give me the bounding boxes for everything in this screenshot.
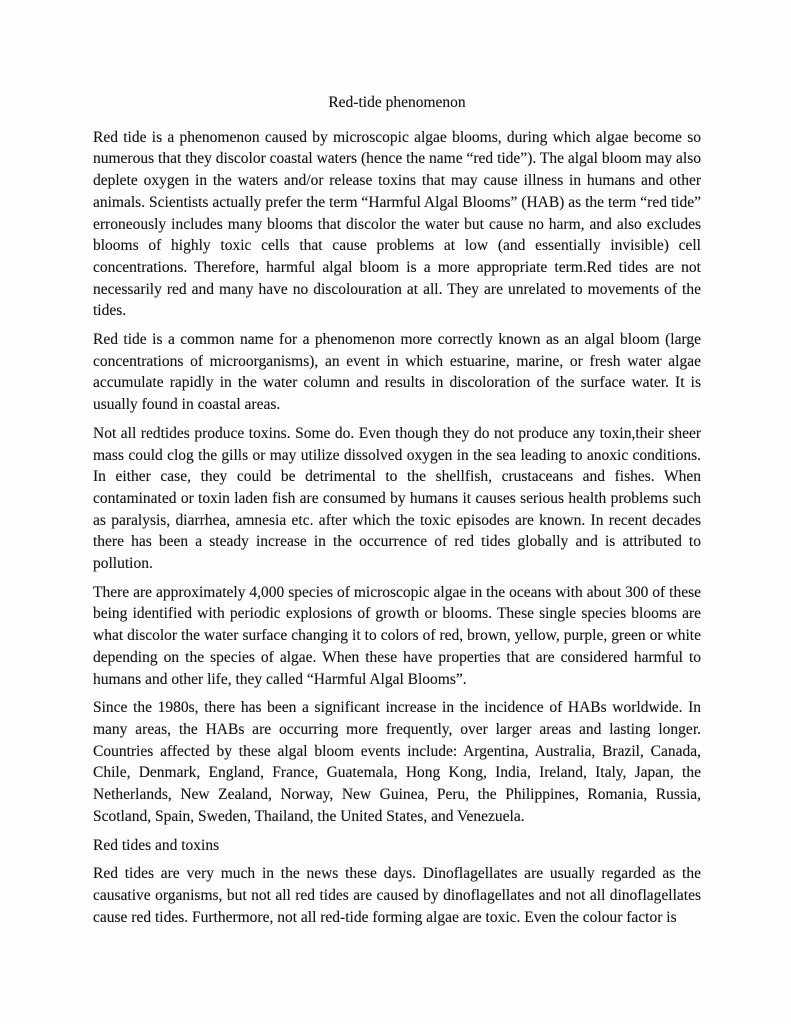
paragraph-common-name: Red tide is a common name for a phenomenon more correctly known as an algal bloom (large concentrations of microorganisms), an event in which estuarine, marine, or fresh water algae accumulate rapidly in the water column and results in discoloration of the surface water. It is usually found in coastal areas. [93,331,701,414]
paragraph-worldwide-increase: Since the 1980s, there has been a significant increase in the incidence of HABs worldwide. In many areas, the HABs are occurring more frequently, over larger areas and lasting longer. Countries affected by these algal bloom events include: Argentina, Australia, Brazil, Canada, Chile, Denmark, England, France, Guatemala, Hong Kong, India, Ireland, Italy, Japan, the Netherlands, New Zealand, Norway, New Guinea, Peru, the Philippines, Romania, Russia, Scotland, Spain, Sweden, Thailand, the United States, and Venezuela. [93,699,701,825]
paragraph-species: There are approximately 4,000 species of microscopic algae in the oceans with about 300 of these being identified with periodic explosions of growth or blooms. These single species blooms are what discolor the water surface changing it to colors of red, brown, yellow, purple, green or white depending on the species of algae. When these have properties that are considered harmful to humans and other life, they called “Harmful Algal Blooms”. [93,583,701,688]
document-content [93,92,701,935]
paragraph-toxins: Not all redtides produce toxins. Some do. Even though they do not produce any toxin,their sheer mass could clog the gills or may utilize dissolved oxygen in the sea leading to anoxic conditions. In either case, they could be detrimental to the shellfish, crustaceans and fishes. When contaminated or toxin laden fish are consumed by humans it causes serious health problems such as paralysis, diarrhea, amnesia etc. after which the toxic episodes are known. In recent decades there has been a steady increase in the occurrence of red tides globally and is attributed to pollution. [93,424,701,573]
document-title: Red-tide phenomenon [328,94,466,111]
paragraph-red-tide-intro: Red tide is a phenomenon caused by microscopic algae blooms, during which algae become so numerous that they discolor coastal waters (hence the name “red tide”). The algal bloom may also deplete oxygen in the waters and/or release toxins that may cause illness in humans and other animals. Scientists actually prefer the term “Harmful Algal Blooms” (HAB) as the term “red tide” erroneously includes many blooms that discolor the water but cause no harm, and also excludes blooms of highly toxic cells that cause problems at low (and essentially invisible) cell concentrations. Therefore, harmful algal bloom is a more appropriate term.Red tides are not necessarily red and many have no discolouration at all. They are unrelated to movements of the tides. [93,128,701,320]
section-heading-red-tides-and-toxins: Red tides and toxins [93,836,220,854]
paragraph-dinoflagellates: Red tides are very much in the news these days. Dinoflagellates are usually regarded as the causative organisms, but not all red tides are caused by dinoflagellates and not all dinoflagellates cause red tides. Furthermore, not all red-tide forming algae are toxic. Even the colour factor is [93,865,701,926]
